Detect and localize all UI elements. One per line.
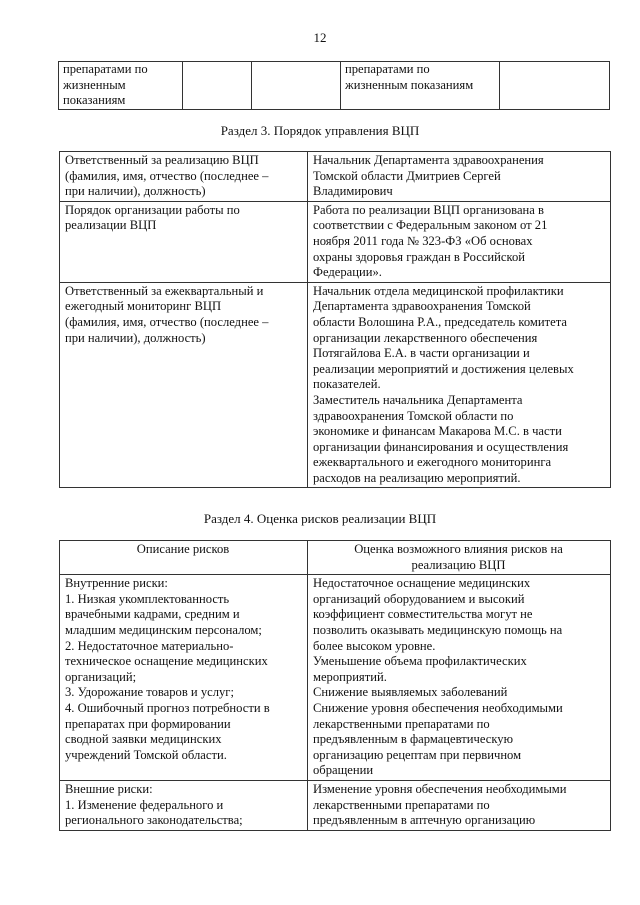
column-header-impact <box>308 541 611 575</box>
cell-line: сводной заявки медицинских <box>65 732 222 747</box>
cell-line: коэффициент совместительства могут не <box>313 607 533 622</box>
cell-line: при наличии), должность) <box>65 330 206 345</box>
continuation-cell-2 <box>183 62 252 110</box>
header-text: Описание рисков <box>136 542 230 556</box>
cell-line: лекарственными препаратами по <box>313 716 490 731</box>
cell-line: врачебными кадрами, средним и <box>65 607 240 622</box>
cell-line: Внешние риски: <box>65 781 153 796</box>
cell-line: Департамента здравоохранения Томской <box>313 299 531 314</box>
cell-line: обращении <box>313 763 374 778</box>
cell-line: Изменение уровня обеспечения необходимыми <box>313 781 567 796</box>
cell-line: предъявленным в аптечную организацию <box>313 813 536 828</box>
cell-line: ежегодный мониторинг ВЦП <box>65 299 222 314</box>
cell-line: регионального законодательства; <box>65 813 243 828</box>
continuation-cell-3 <box>252 62 341 110</box>
cell-line: области Волошина Р.А., председатель комитета <box>313 314 567 329</box>
cell-line: Порядок организации работы по <box>65 202 240 217</box>
cell-line: более высоком уровне. <box>313 638 436 653</box>
cell-line: (фамилия, имя, отчество (последнее – <box>65 314 269 329</box>
cell-line: 2. Недостаточное материально- <box>65 638 234 653</box>
cell-line: охраны здоровья граждан в Российской <box>313 249 525 264</box>
responsible-value <box>308 152 611 202</box>
cell-line: реализации мероприятий и достижения целевых <box>313 361 574 376</box>
table-row <box>60 282 611 488</box>
cell-line: ноября 2011 года № 323-ФЗ «Об основах <box>313 233 533 248</box>
cell-line: Снижение выявляемых заболеваний <box>313 685 508 700</box>
cell-line: Томской области Дмитриев Сергей <box>313 168 501 183</box>
cell-line: организаций оборудованием и высокий <box>313 591 525 606</box>
cell-line: организаций; <box>65 669 137 684</box>
cell-line: позволить оказывать медицинскую помощь на <box>313 622 563 637</box>
cell-line: организацию рецептам при первичном <box>313 747 522 762</box>
page-number: 12 <box>313 30 327 45</box>
cell-line: жизненным <box>63 77 126 92</box>
table-row <box>60 575 611 781</box>
continuation-cell-5 <box>500 62 610 110</box>
cell-line: экономике и финансам Макарова М.С. в части <box>313 424 562 439</box>
cell-line: реализации ВЦП <box>65 218 157 233</box>
continuation-cell-4 <box>341 62 500 110</box>
cell-line: 1. Низкая укомплектованность <box>65 591 230 606</box>
cell-line: препаратами по <box>63 62 148 76</box>
cell-line: Заместитель начальника Департамента <box>313 392 523 407</box>
cell-line: расходов на реализацию мероприятий. <box>313 470 521 485</box>
header-line: Оценка возможного влияния рисков на <box>354 542 563 556</box>
cell-line: 3. Удорожание товаров и услуг; <box>65 685 234 700</box>
internal-risks-impact <box>308 575 611 781</box>
section-4-heading: Раздел 4. Оценка рисков реализации ВЦП <box>203 511 437 526</box>
external-risks <box>60 780 308 830</box>
organization-value <box>308 201 611 282</box>
table-row <box>60 152 611 202</box>
cell-line: Начальник отдела медицинской профилактики <box>313 283 564 298</box>
section-3-table <box>59 151 611 488</box>
cell-line: учреждений Томской области. <box>65 747 227 762</box>
cell-line: организации лекарственного обеспечения <box>313 330 538 345</box>
cell-line: Недостаточное оснащение медицинских <box>313 576 531 591</box>
table-row <box>59 62 610 110</box>
cell-line: младшим медицинским персоналом; <box>65 622 262 637</box>
cell-line: препаратами по <box>345 62 430 76</box>
cell-line: Снижение уровня обеспечения необходимыми <box>313 700 563 715</box>
cell-line: техническое оснащение медицинских <box>65 654 268 669</box>
cell-line: Внутренние риски: <box>65 576 168 591</box>
monitoring-value <box>308 282 611 488</box>
cell-line: Работа по реализации ВЦП организована в <box>313 202 544 217</box>
cell-line: ежеквартального и ежегодного мониторинга <box>313 455 552 470</box>
cell-line: 1. Изменение федерального и <box>65 797 224 812</box>
cell-line: организации финансирования и осуществления <box>313 439 569 454</box>
cell-line: Ответственный за ежеквартальный и <box>65 283 264 298</box>
header-line: реализацию ВЦП <box>411 557 506 572</box>
cell-line: предъявленным в фармацевтическую <box>313 732 513 747</box>
cell-line: лекарственными препаратами по <box>313 797 490 812</box>
section-4-table <box>59 540 611 831</box>
continuation-cell-1 <box>59 62 183 110</box>
monitoring-label <box>60 282 308 488</box>
cell-line: соответствии с Федеральным законом от 21 <box>313 218 548 233</box>
cell-line: показателей. <box>313 377 381 392</box>
cell-line: Уменьшение объема профилактических <box>313 654 527 669</box>
table-row <box>60 541 611 575</box>
column-header-risks <box>60 541 308 575</box>
cell-line: жизненным показаниям <box>345 77 474 92</box>
cell-line: 4. Ошибочный прогноз потребности в <box>65 700 270 715</box>
cell-line: при наличии), должность) <box>65 184 206 199</box>
cell-line: показаниям <box>63 93 126 108</box>
cell-line: Потягайлова Е.А. в части организации и <box>313 346 530 361</box>
cell-line: препаратах при формировании <box>65 716 231 731</box>
cell-line: здравоохранения Томской области по <box>313 408 514 423</box>
cell-line: Федерации». <box>313 265 382 280</box>
external-risks-impact <box>308 780 611 830</box>
cell-line: Ответственный за реализацию ВЦП <box>65 153 259 167</box>
table-row <box>60 201 611 282</box>
internal-risks <box>60 575 308 781</box>
cell-line: Владимирович <box>313 184 393 199</box>
section-3-heading: Раздел 3. Порядок управления ВЦП <box>220 123 420 138</box>
cell-line: Начальник Департамента здравоохранения <box>313 153 544 167</box>
table-row <box>60 780 611 830</box>
organization-label <box>60 201 308 282</box>
responsible-label <box>60 152 308 202</box>
continuation-table <box>58 61 610 110</box>
cell-line: (фамилия, имя, отчество (последнее – <box>65 168 269 183</box>
cell-line: мероприятий. <box>313 669 387 684</box>
